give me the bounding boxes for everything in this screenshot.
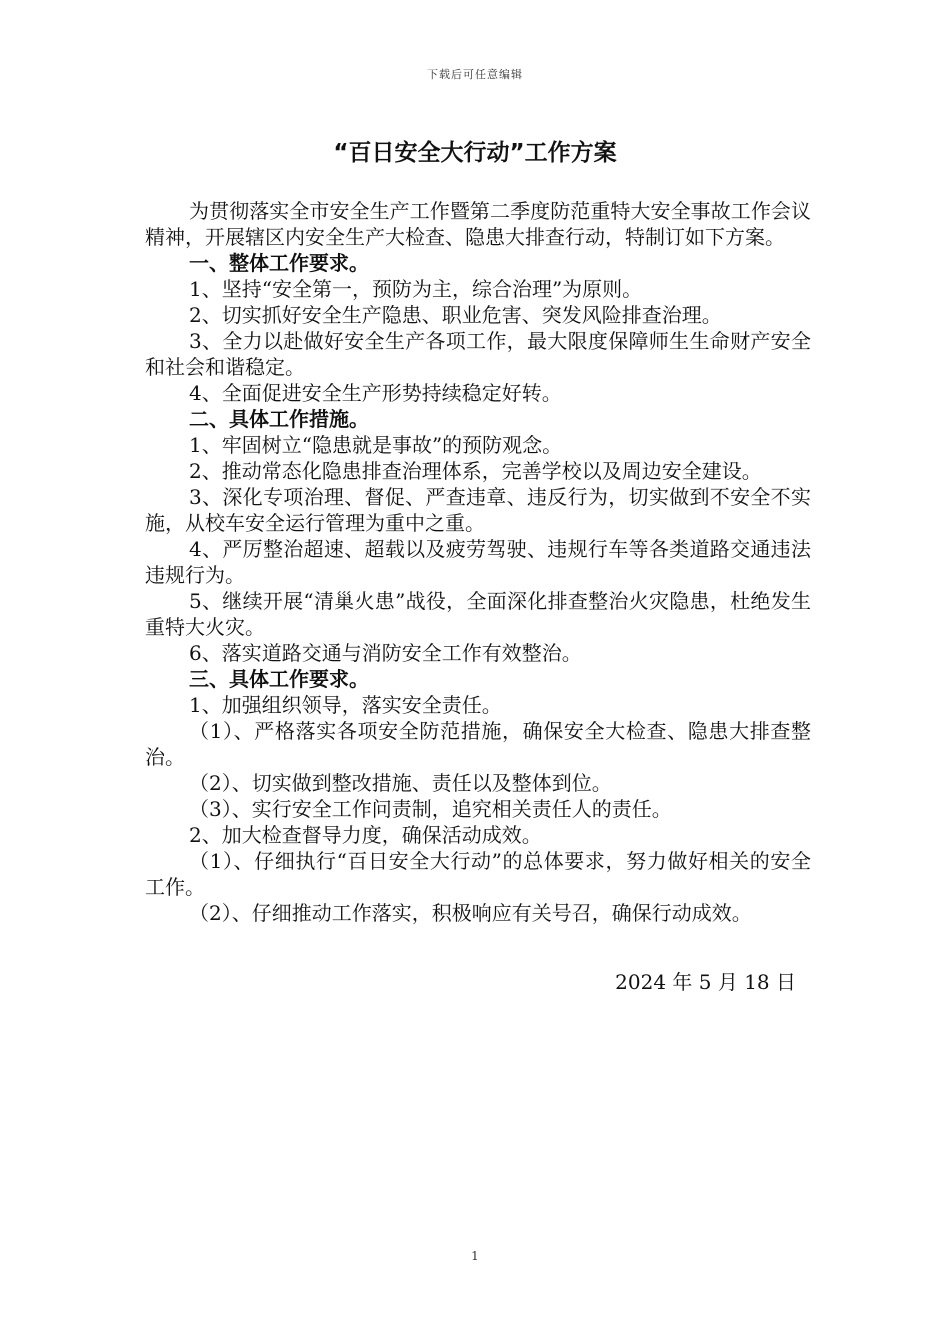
body-paragraph: 2、推动常态化隐患排查治理体系，完善学校以及周边安全建设。	[189, 459, 762, 483]
document-title: “百日安全大行动”工作方案	[333, 140, 617, 166]
section-heading: 一、整体工作要求。	[189, 251, 369, 275]
body-paragraph: 4、严厉整治超速、超载以及疲劳驾驶、违规行车等各类道路交通违法违规行为。	[145, 537, 811, 587]
document-date: 2024 年 5 月 18 日	[615, 970, 796, 994]
section-heading: 三、具体工作要求。	[189, 667, 369, 691]
body-paragraph: 1、牢固树立“隐患就是事故”的预防观念。	[189, 433, 563, 457]
body-paragraph: （2）、仔细推动工作落实，积极响应有关号召，确保行动成效。	[189, 901, 752, 925]
body-paragraph: （1）、仔细执行“百日安全大行动”的总体要求，努力做好相关的安全工作。	[145, 849, 811, 899]
section-heading: 二、具体工作措施。	[189, 407, 369, 431]
body-paragraph: 1、加强组织领导，落实安全责任。	[189, 693, 502, 717]
body-paragraph: （3）、实行安全工作问责制，追究相关责任人的责任。	[189, 797, 672, 821]
body-paragraph: 6、落实道路交通与消防安全工作有效整治。	[189, 641, 582, 665]
page-header-note: 下载后可任意编辑	[427, 68, 523, 81]
body-paragraph: 为贯彻落实全市安全生产工作暨第二季度防范重特大安全事故工作会议精神，开展辖区内安全生产大检查、隐患大排查行动，特制订如下方案。	[145, 199, 811, 249]
body-paragraph: 2、切实抓好安全生产隐患、职业危害、突发风险排查治理。	[189, 303, 722, 327]
body-paragraph: 5、继续开展“清巢火患”战役，全面深化排查整治火灾隐患，杜绝发生重特大火灾。	[145, 589, 811, 639]
body-paragraph: 1、坚持“安全第一，预防为主，综合治理”为原则。	[189, 277, 643, 301]
page-number: 1	[471, 1249, 479, 1263]
body-paragraph: 2、加大检查督导力度，确保活动成效。	[189, 823, 542, 847]
body-paragraph: 4、全面促进安全生产形势持续稳定好转。	[189, 381, 562, 405]
body-paragraph: （1）、严格落实各项安全防范措施，确保安全大检查、隐患大排查整治。	[145, 719, 811, 769]
body-paragraph: 3、全力以赴做好安全生产各项工作，最大限度保障师生生命财产安全和社会和谐稳定。	[145, 329, 811, 379]
body-paragraph: 3、深化专项治理、督促、严查违章、违反行为，切实做到不安全不实施，从校车安全运行管理为重中之重。	[145, 485, 811, 535]
document-body	[145, 198, 811, 926]
body-paragraph: （2）、切实做到整改措施、责任以及整体到位。	[189, 771, 612, 795]
